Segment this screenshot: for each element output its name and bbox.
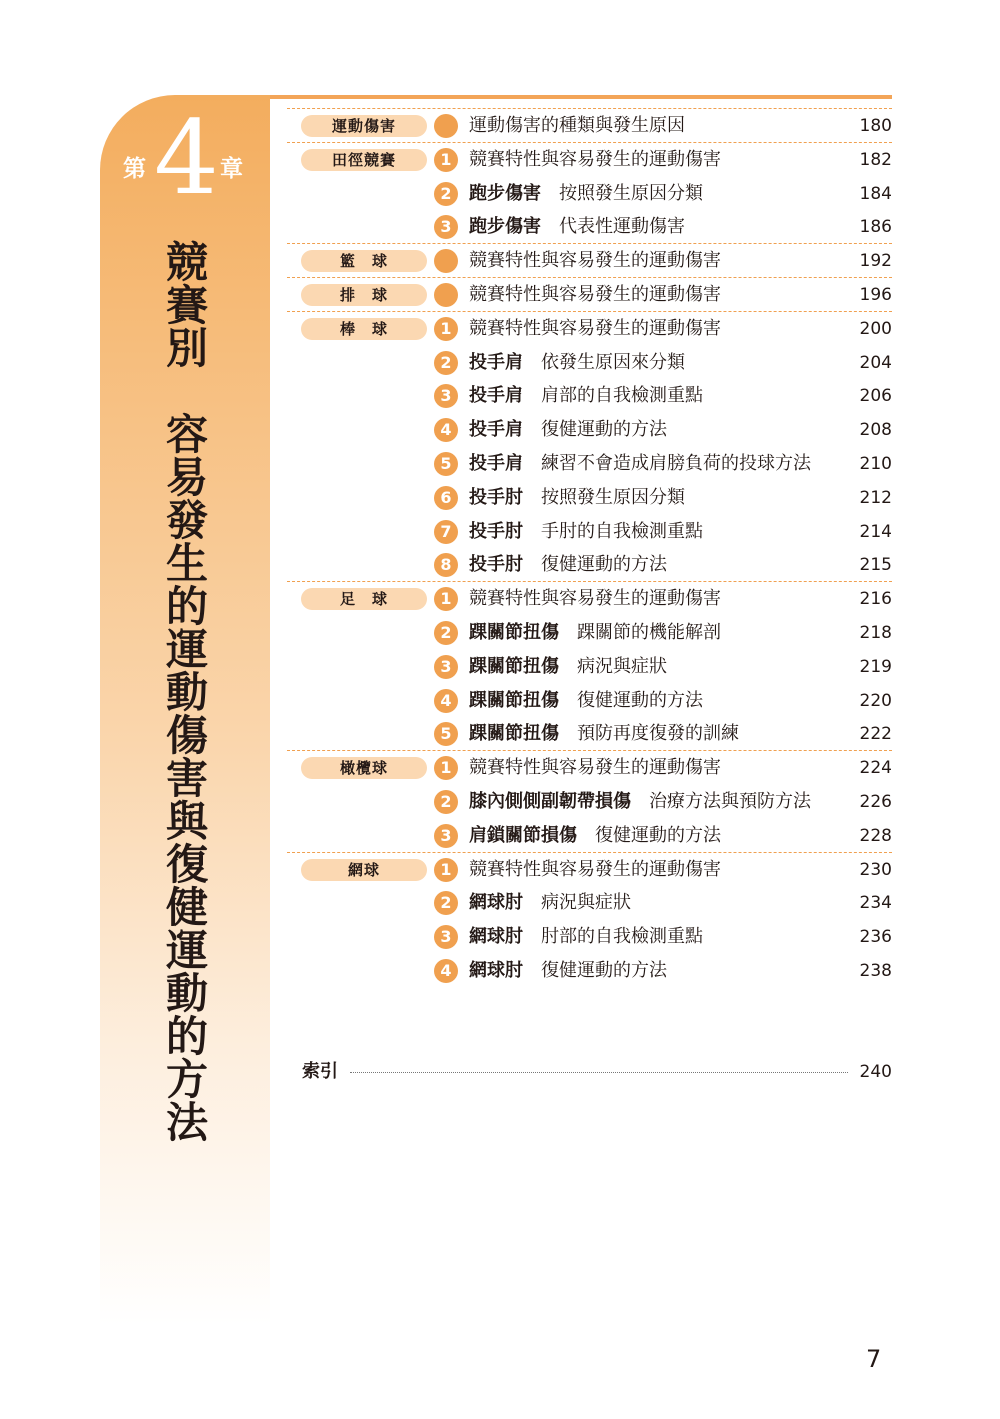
index-leader-dots — [350, 1072, 848, 1073]
number-marker-icon: 4 — [434, 959, 458, 983]
entry-topic: 踝關節扭傷 — [469, 689, 559, 711]
entry-page-number: 219 — [859, 656, 892, 677]
entry-page-number: 180 — [859, 116, 892, 136]
entry-page-number: 204 — [859, 352, 892, 373]
entry-subtitle: 病況與症狀 — [577, 655, 667, 677]
entry-subtitle: 依發生原因來分類 — [541, 351, 685, 373]
toc-row[interactable] — [287, 716, 892, 750]
toc-row[interactable] — [287, 378, 892, 412]
entry-page-number: 230 — [859, 859, 892, 880]
toc-row[interactable] — [287, 243, 892, 277]
number-marker-icon: 2 — [434, 351, 458, 375]
toc-row[interactable] — [287, 818, 892, 852]
chapter-number: 4 — [154, 99, 219, 218]
entry-subtitle: 預防再度復發的訓練 — [577, 723, 739, 745]
number-marker-icon: 4 — [434, 418, 458, 442]
entry-title — [469, 547, 667, 583]
toc-row[interactable] — [287, 345, 892, 379]
toc-row[interactable] — [287, 277, 892, 311]
section-tag: 橄欖球 — [301, 757, 427, 779]
entry-title — [469, 615, 721, 651]
chapter-label — [100, 99, 270, 218]
toc-row[interactable] — [287, 885, 892, 919]
entry-topic: 網球肘 — [469, 926, 523, 948]
number-marker-icon: 3 — [434, 384, 458, 408]
section-tag: 網球 — [301, 859, 427, 881]
entry-subtitle: 運動傷害的種類與發生原因 — [469, 115, 685, 136]
entry-subtitle: 競賽特性與容易發生的運動傷害 — [469, 588, 721, 610]
toc-row[interactable] — [287, 209, 892, 243]
chapter-suffix: 章 — [220, 156, 243, 182]
toc-row[interactable] — [287, 311, 892, 345]
entry-title — [469, 919, 703, 955]
entry-page-number: 212 — [859, 487, 892, 508]
entry-subtitle: 按照發生原因分類 — [559, 182, 703, 204]
toc-row[interactable] — [287, 176, 892, 210]
entry-subtitle: 治療方法與預防方法 — [649, 790, 811, 812]
dot-marker-icon — [434, 114, 458, 138]
entry-subtitle: 復健運動的方法 — [541, 554, 667, 576]
entry-title — [469, 243, 721, 279]
entry-title — [469, 649, 667, 685]
entry-subtitle: 代表性運動傷害 — [559, 216, 685, 238]
entry-topic: 踝關節扭傷 — [469, 723, 559, 745]
top-rule — [270, 95, 892, 99]
entry-topic: 投手肩 — [469, 385, 523, 407]
number-marker-icon: 8 — [434, 553, 458, 577]
index-page-number: 240 — [859, 1062, 892, 1082]
number-marker-icon: 5 — [434, 722, 458, 746]
entry-page-number: 226 — [859, 791, 892, 812]
dot-marker-icon — [434, 249, 458, 273]
number-marker-icon: 1 — [434, 858, 458, 882]
entry-topic: 踝關節扭傷 — [469, 621, 559, 643]
number-marker-icon: 2 — [434, 790, 458, 814]
entry-subtitle: 競賽特性與容易發生的運動傷害 — [469, 858, 721, 880]
entry-page-number: 210 — [859, 453, 892, 474]
index-entry[interactable] — [302, 1058, 892, 1086]
toc-row[interactable] — [287, 852, 892, 886]
table-of-contents — [287, 108, 892, 987]
section-tag: 棒 球 — [301, 318, 427, 340]
number-marker-icon: 2 — [434, 621, 458, 645]
entry-title — [469, 514, 703, 550]
entry-subtitle: 練習不會造成肩膀負荷的投球方法 — [541, 452, 811, 474]
number-marker-icon: 1 — [434, 148, 458, 172]
entry-subtitle: 肩部的自我檢測重點 — [541, 385, 703, 407]
entry-title — [469, 683, 703, 719]
toc-row[interactable] — [287, 615, 892, 649]
entry-subtitle: 競賽特性與容易發生的運動傷害 — [469, 283, 721, 305]
entry-page-number: 224 — [859, 758, 892, 779]
section-tag: 足 球 — [301, 588, 427, 610]
entry-subtitle: 復健運動的方法 — [541, 959, 667, 981]
toc-row[interactable] — [287, 919, 892, 953]
entry-subtitle: 競賽特性與容易發生的運動傷害 — [469, 757, 721, 779]
entry-title — [469, 142, 721, 178]
toc-row[interactable] — [287, 480, 892, 514]
entry-subtitle: 病況與症狀 — [541, 892, 631, 914]
chapter-prefix: 第 — [123, 156, 146, 182]
entry-topic: 投手肩 — [469, 419, 523, 441]
entry-page-number: 192 — [859, 251, 892, 272]
entry-topic: 膝內側側副韌帶損傷 — [469, 790, 631, 812]
entry-subtitle: 肘部的自我檢測重點 — [541, 926, 703, 948]
entry-topic: 跑步傷害 — [469, 216, 541, 238]
toc-row[interactable] — [287, 108, 892, 142]
toc-row[interactable] — [287, 412, 892, 446]
entry-topic: 踝關節扭傷 — [469, 655, 559, 677]
page-folio: 7 — [866, 1345, 882, 1373]
entry-title — [469, 277, 721, 313]
entry-subtitle: 復健運動的方法 — [577, 689, 703, 711]
section-tag: 田徑競賽 — [301, 149, 427, 171]
entry-topic: 肩鎖關節損傷 — [469, 824, 577, 846]
number-marker-icon: 3 — [434, 925, 458, 949]
entry-page-number: 214 — [859, 521, 892, 542]
entry-title — [469, 750, 721, 786]
toc-row[interactable] — [287, 581, 892, 615]
dot-marker-icon — [434, 283, 458, 307]
entry-page-number: 182 — [859, 149, 892, 170]
entry-page-number: 196 — [859, 284, 892, 305]
entry-page-number: 234 — [859, 893, 892, 914]
entry-subtitle: 復健運動的方法 — [541, 419, 667, 441]
entry-title — [469, 784, 811, 820]
entry-page-number: 228 — [859, 825, 892, 846]
entry-title — [469, 311, 721, 347]
entry-title — [469, 378, 703, 414]
toc-row[interactable] — [287, 514, 892, 548]
entry-title — [469, 852, 721, 888]
entry-title — [469, 818, 721, 854]
number-marker-icon: 2 — [434, 182, 458, 206]
section-tag: 籃 球 — [301, 250, 427, 272]
number-marker-icon: 1 — [434, 756, 458, 780]
toc-row[interactable] — [287, 953, 892, 987]
toc-row[interactable] — [287, 547, 892, 581]
number-marker-icon: 4 — [434, 689, 458, 713]
number-marker-icon: 2 — [434, 891, 458, 915]
number-marker-icon: 1 — [434, 317, 458, 341]
entry-topic: 網球肘 — [469, 892, 523, 914]
entry-title — [469, 176, 703, 212]
number-marker-icon: 3 — [434, 824, 458, 848]
toc-row[interactable] — [287, 649, 892, 683]
entry-topic: 投手肘 — [469, 486, 523, 508]
toc-row[interactable] — [287, 750, 892, 784]
number-marker-icon: 3 — [434, 655, 458, 679]
entry-topic: 投手肘 — [469, 520, 523, 542]
entry-title — [469, 480, 685, 516]
number-marker-icon: 3 — [434, 215, 458, 239]
entry-page-number: 206 — [859, 386, 892, 407]
entry-subtitle: 競賽特性與容易發生的運動傷害 — [469, 317, 721, 339]
entry-page-number: 216 — [859, 589, 892, 610]
toc-row[interactable] — [287, 142, 892, 176]
number-marker-icon: 5 — [434, 452, 458, 476]
entry-subtitle: 復健運動的方法 — [595, 824, 721, 846]
entry-page-number: 238 — [859, 960, 892, 981]
chapter-title: 競賽別 容易發生的運動傷害與復健運動的方法 — [160, 240, 209, 1143]
entry-topic: 投手肩 — [469, 452, 523, 474]
entry-title — [469, 108, 685, 144]
entry-subtitle: 按照發生原因分類 — [541, 486, 685, 508]
entry-subtitle: 競賽特性與容易發生的運動傷害 — [469, 250, 721, 272]
entry-title — [469, 581, 721, 617]
entry-title — [469, 345, 685, 381]
entry-page-number: 220 — [859, 690, 892, 711]
entry-page-number: 215 — [859, 555, 892, 576]
entry-title — [469, 716, 739, 752]
entry-title — [469, 953, 667, 989]
section-tag: 排 球 — [301, 284, 427, 306]
entry-page-number: 218 — [859, 622, 892, 643]
section-tag: 運動傷害 — [301, 115, 427, 137]
entry-topic: 網球肘 — [469, 959, 523, 981]
entry-topic: 跑步傷害 — [469, 182, 541, 204]
entry-page-number: 208 — [859, 420, 892, 441]
entry-title — [469, 446, 811, 482]
entry-page-number: 184 — [859, 183, 892, 204]
entry-page-number: 222 — [859, 724, 892, 745]
entry-topic: 投手肩 — [469, 351, 523, 373]
index-label: 索引 — [302, 1061, 338, 1082]
toc-row[interactable] — [287, 446, 892, 480]
entry-page-number: 186 — [859, 217, 892, 238]
number-marker-icon: 6 — [434, 486, 458, 510]
entry-subtitle: 競賽特性與容易發生的運動傷害 — [469, 148, 721, 170]
entry-title — [469, 209, 685, 245]
entry-title — [469, 412, 667, 448]
entry-subtitle: 踝關節的機能解剖 — [577, 621, 721, 643]
entry-topic: 投手肘 — [469, 554, 523, 576]
entry-title — [469, 885, 631, 921]
toc-row[interactable] — [287, 683, 892, 717]
entry-subtitle: 手肘的自我檢測重點 — [541, 520, 703, 542]
number-marker-icon: 7 — [434, 520, 458, 544]
entry-page-number: 236 — [859, 927, 892, 948]
entry-page-number: 200 — [859, 318, 892, 339]
toc-row[interactable] — [287, 784, 892, 818]
number-marker-icon: 1 — [434, 587, 458, 611]
